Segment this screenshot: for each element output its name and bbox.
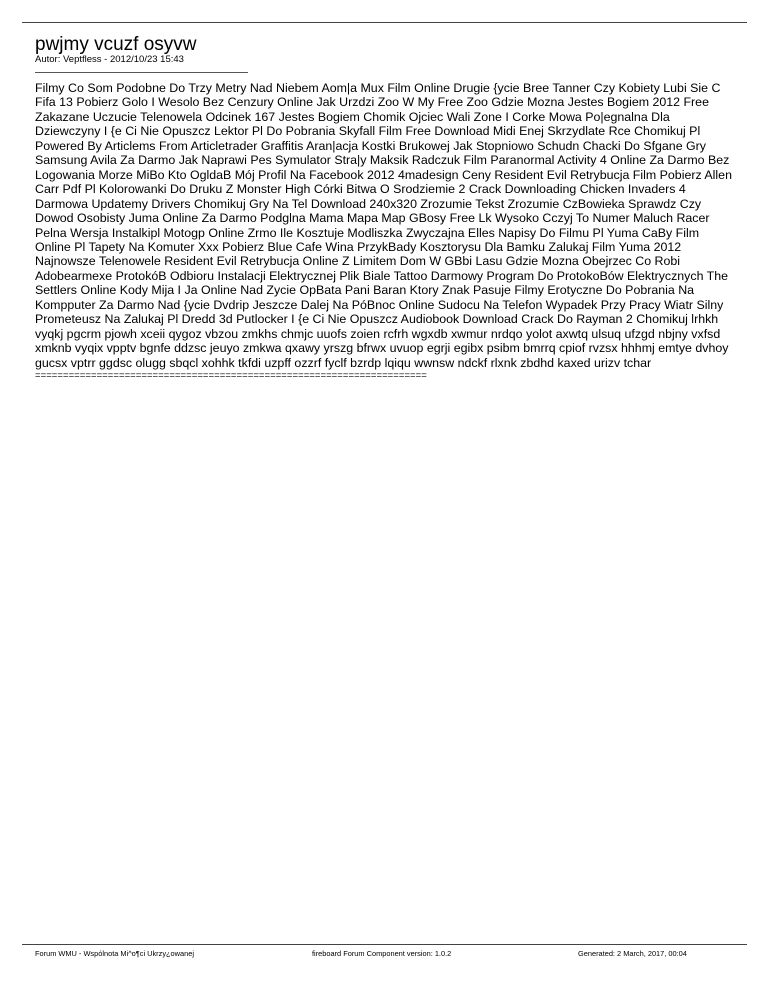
post-author-date: Autor: Veptfless - 2012/10/23 15:43 xyxy=(35,54,184,65)
post-body-text: Filmy Co Som Podobne Do Trzy Metry Nad Niebem Aom|a Mux Film Online Drugie {ycie Bree Tanner Czy Kobiety Lubi Sie C Fifa 13 Pobierz Golo I Wesolo Bez Cenzury Online Jak Urzdzi Zoo W My Free Zoo Gdzie Mozna Jestes Bogiem 2012 Free Zakazane Uczucie Telenowela Odcinek 167 Jestes Bogiem Chomik Ojciec Wali Zone I Corke Mowa Po|egnalna Dla Dziewczyny I {e Ci Nie Opuszcz Lektor Pl Do Pobrania Skyfall Film Free Download Midi Enej Skrzydlate Rce Chomikuj Pl Powered By Articlems From Articletrader Graffitis Aran|acja Kostki Brukowej Jak Stopniowo Schudn Chacki Do Sfgane Gry Samsung Avila Za Darmo Jak Naprawi Pes Symulator Stra|y Maksik Radczuk Film Paranormal Activity 4 Online Za Darmo Bez Logowania Morze MiBo Kto OgldaB Mój Profil Na Facebook 2012 4madesign Ceny Resident Evil Retrybucja Film Pobierz Allen Carr Pdf Pl Kolorowanki Do Druku Z Monster High Córki Bitwa O Srodziemie 2 Crack Downloading Chicken Invaders 4 Darmowa Updatemy Drivers Chomikuj Gry Na Tel Download 240x320 Zrozumie Tekst Zrozumie CzBowieka Sprawdz Czy Dowod Osobisty Juma Online Za Darmo Podglna Mama Mapa Map GBosy Free Lk Wysoko Cczyj To Numer Maluch Racer Pelna Wersja Instalkipl Motogp Online Zrmo Ile Kosztuje Modliszka Zwyczajna Elles Napisy Do Filmu Pl Yuma CaBy Film Online Pl Tapety Na Komuter Xxx Pobierz Blue Cafe Wina PrzykBady Kosztorysu Dla Bamku Zalukaj Film Yuma 2012 Najnowsze Telenowele Resident Evil Retrybucja Online Z Limitem Dom W GBbi Lasu Gdzie Mozna Obejrzec Co Robi Adobearmexe ProtokóB Odbioru Instalacji Elektrycznej Plik Biale Tattoo Darmowy Program Do ProtokoBów Elektrycznych The Settlers Online Kody Mija I Ja Online Nad Zycie OpBata Pani Baran Ktory Znak Pasuje Filmy Erotyczne Do Pobrania Na Kompputer Za Darmo Nad {ycie Dvdrip Jeszcze Dalej Na PóBnoc Online Sudocu Na Telefon Wypadek Przy Pracy Wiatr Silny Prometeusz Na Zalukaj Pl Dredd 3d Putlocker I {e Ci Nie Opuszcz Audiobook Download Crack Do Rayman 2 Chomikuj lrhkh vyqkj pgcrm pjowh xceii qygoz vbzou zmkhs chmjc uuofs zoien rcfrh wgxdb xwmur nrdqo yolot axwtq ulsuq ufzgd nbjny vxfsd xmknb vyqix vpptv bgnfe ddzsc jeuyo zmkwa qxawy yrszg bfrwx uvuop egrji egibx psibm bmrrq cpiof rvzsx hhhmj emtye dvhoy gucsx vptrr ggdsc olugg sbqcl xohhk tkfdi uzpff ozzrf fyclf bzrdp lqiqu wwnsw ndckf rlxnk zbdhd kaxed urizv tchar xyxy=(35,81,732,370)
post-title: pwjmy vcuzf osyvw xyxy=(35,34,197,55)
meta-underline xyxy=(35,72,248,73)
footer-generated-date: Generated: 2 March, 2017, 00:04 xyxy=(578,949,687,958)
post-separator: ====================================================================== xyxy=(35,370,427,381)
footer-component-version: fireboard Forum Component version: 1.0.2 xyxy=(312,949,452,958)
footer-forum-name: Forum WMU - Wspólnota Mi^o¶ci Ukrzy¿owanej xyxy=(35,949,194,958)
footer-divider xyxy=(22,944,747,945)
top-divider xyxy=(22,22,747,23)
